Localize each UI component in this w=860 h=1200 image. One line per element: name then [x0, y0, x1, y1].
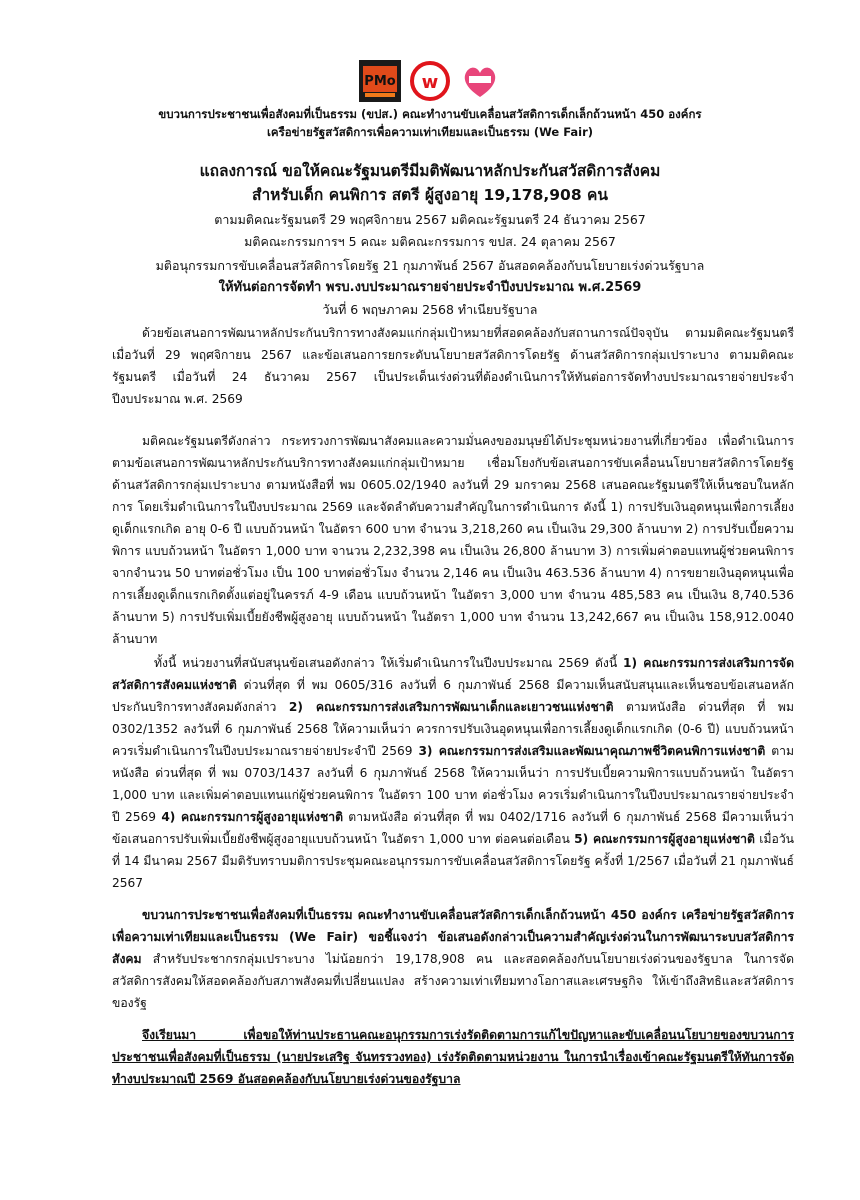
subtitle-line-3: มติอนุกรรมการขับเคลื่อนสวัสดิการโดยรัฐ 21 กุมภาพันธ์ 2567 อันสอดคล้องกับนโยบายเร่งด่วนรัฐบาล — [155, 258, 705, 273]
p4-text: สำหรับประชากรกลุ่มเปราะบาง ไม่น้อยกว่า 19,178,908 คน และสอดคล้องกับนโยบายเร่งด่วนของรัฐบาล ในการจัดสวัสดิการสังคมให้สอดคล้องกับสภาพสังคมที่เปลี่ยนแปลง สร้างความเท่าเทียมทางโอกาสและเศรษฐกิจ ให้เข้าถึงสิทธิและสวัสดิการของรัฐ — [112, 952, 794, 1010]
closing-paragraph: จึงเรียนมา เพื่อขอให้ท่านประธานคณะอนุกรรมการเร่งรัดติดตามการแก้ไขปัญหาและขับเคลื่อนนโยบายของขบวนการประชาชนเพื่อสังคมที่เป็นธรรม (นายประเสริฐ จันทรรวงทอง) เร่งรัดติดตามหน่วยงาน ในการนำเรื่องเข้าคณะรัฐมนตรีให้ทันการจัดทำงบประมาณปี 2569 อันสอดคล้องกับนโยบายเร่งด่วนของรัฐบาล — [112, 1028, 794, 1086]
p4-bold: ขบวนการประชาชนเพื่อสังคมที่เป็นธรรม คณะทำงานขับเคลื่อนสวัสดิการเด็กเล็กถ้วนหน้า 450 องค์กร เครือข่ายรัฐสวัสดิการเพื่อความเท่าเทียมและเป็นธรรม (We Fair) ขอชี้แจงว่า ข้อเสนอดังกล่าวเป็นความสำคัญเร่งด่วนในการพัฒนาระบบสวัสดิการสังคม — [112, 908, 794, 966]
p3-text-k: เมื่อวันที่ 14 มีนาคม 2567 มีมติรับทราบมติการประชุมคณะอนุกรรมการขับเคลื่อนสวัสดิการโดยรัฐ ครั้งที่ 1/2567 เมื่อวันที่ 21 กุมภาพันธ์ 2567 — [112, 832, 794, 890]
p3-text-g: ตามหนังสือ ด่วนที่สุด ที่ พม 0703/1437 ลงวันที่ 6 กุมภาพันธ์ 2568 ให้ความเห็นว่า การปรับเบี้ยความพิการแบบถ้วนหน้า ในอัตรา 1,000 บาท และเพิ่มค่าตอบแทนแก่ผู้ช่วยคนพิการ ในอัตรา 100 บาท ต่อชั่วโมง ควรเริ่มดำเนินการในปีงบประมาณรายจ่ายประจำปี 2569 — [112, 744, 794, 824]
subtitle-line-2: มติคณะกรรมการฯ 5 คณะ มติคณะกรรมการ ขปส. 24 ตุลาคม 2567 — [244, 234, 616, 249]
statement-title: แถลงการณ์ ขอให้คณะรัฐมนตรีมีมติพัฒนาหลักประกันสวัสดิการสังคม — [199, 162, 661, 180]
p3-text-i: ตามหนังสือ ด่วนที่สุด ที่ พม 0402/1716 ลงวันที่ 6 กุมภาพันธ์ 2568 มีความเห็นว่า ข้อเสนอการปรับเพิ่มเบี้ยยังชีพผู้สูงอายุแบบถ้วนหน้า ในอัตรา 1,000 บาท ต่อคนต่อเดือน — [112, 810, 794, 846]
p3-committee-4: 4) คณะกรรมการผู้สูงอายุแห่งชาติ — [161, 810, 343, 824]
paragraph-3 — [112, 652, 794, 894]
p3-committee-2: 2) คณะกรรมการส่งเสริมการพัฒนาเด็กและเยาวชนแห่งชาติ — [288, 700, 614, 714]
org-line-2: เครือข่ายรัฐสวัสดิการเพื่อความเท่าเทียมและเป็นธรรม (We Fair) — [266, 125, 594, 139]
paragraph-4 — [112, 904, 794, 1014]
p3-committee-3: 3) คณะกรรมการส่งเสริมและพัฒนาคุณภาพชีวิตคนพิการแห่งชาติ — [418, 744, 766, 758]
paragraph-2: มติคณะรัฐมนตรีดังกล่าว กระทรวงการพัฒนาสังคมและความมั่นคงของมนุษย์ได้ประชุมหน่วยงานที่เกี่ยวข้อง เพื่อดำเนินการตามข้อเสนอการพัฒนาหลักประกันบริการทางสังคมแก่กลุ่มเป้าหมาย เชื่อมโยงกับข้อเสนอการขับเคลื่อนนโยบายสวัสดิการโดยรัฐ ด้านสวัสดิการกลุ่มเปราะบาง ตามหนังสือที่ พม 0605.02/1940 ลงวันที่ 29 มกราคม 2568 เสนอคณะรัฐมนตรีให้เห็นชอบในหลักการ โดยเริ่มดำเนินการในปีงบประมาณ 2569 และจัดลำดับความสำคัญในการดำเนินการ ดังนี้ 1) การปรับเงินอุดหนุนเพื่อการเลี้ยงดูเด็กแรกเกิด อายุ 0-6 ปี แบบถ้วนหน้า ในอัตรา 600 บาท จำนวน 3,218,260 คน เป็นเงิน 29,300 ล้านบาท 2) การปรับเบี้ยความพิการ แบบถ้วนหน้า ในอัตรา 1,000 บาท จานวน 2,232,398 คน เป็นเงิน 26,800 ล้านบาท 3) การเพิ่มค่าตอบแทนผู้ช่วยคนพิการ จากจำนวน 50 บาทต่อชั่วโมง เป็น 100 บาทต่อชั่วโมง จำนวน 2,146 คน เป็นเงิน 463.536 ล้านบาท 4) การขยายเงินอุดหนุนเพื่อการเลี้ยงดูเด็กแรกเกิดตั้งแต่อยู่ในครรภ์ 4-9 เดือน แบบถ้วนหน้า ในอัตรา 3,000 บาท จำนวน 485,583 คน เป็นเงิน 8,740.536 ล้านบาท 5) การปรับเพิ่มเบี้ยยังชีพผู้สูงอายุ แบบถ้วนหน้า ในอัตรา 1,000 บาท จำนวน 13,242,667 คน เป็นเงิน 158,912.0040 ล้านบาท — [112, 434, 794, 646]
statement-title-line-2: สำหรับเด็ก คนพิการ สตรี ผู้สูงอายุ 19,178,908 คน — [252, 186, 608, 204]
logo-row — [0, 60, 860, 106]
svg-text:w: w — [421, 72, 439, 93]
p3-text-e: ตามหนังสือ ด่วนที่สุด ที่ พม 0302/1352 ลงวันที่ 6 กุมภาพันธ์ 2568 ให้ความเห็นว่า ควรการปรับเงินอุดหนุนเพื่อการเลี้ยงดูเด็กแรกเกิด (0-6 ปี) แบบถ้วนหน้า ควรเริ่มดำเนินการในปีงบประมาณรายจ่ายประจำปี 2569 — [112, 700, 794, 758]
p3-committee-5: 5) คณะกรรมการผู้สูงอายุแห่งชาติ — [574, 832, 755, 846]
subtitle-line-1: ตามมติคณะรัฐมนตรี 29 พฤศจิกายน 2567 มติคณะรัฐมนตรี 24 ธันวาคม 2567 — [214, 212, 646, 227]
wefair-logo — [459, 60, 501, 102]
subtitle-line-4: ให้ทันต่อการจัดทำ พรบ.งบประมาณรายจ่ายประจำปีงบประมาณ พ.ศ.2569 — [218, 280, 642, 295]
p3-text-c: ด่วนที่สุด ที่ พม 0605/316 ลงวันที่ 6 กุมภาพันธ์ 2568 มีความเห็นสนับสนุนและเห็นชอบข้อเสนอหลักประกันบริการทางสังคมดังกล่าว — [112, 678, 794, 714]
paragraph-1: ด้วยข้อเสนอการพัฒนาหลักประกันบริการทางสังคมแก่กลุ่มเป้าหมายที่สอดคล้องกับสถานการณ์ปัจจุบัน ตามมติคณะรัฐมนตรี เมื่อวันที่ 29 พฤศจิกายน 2567 และข้อเสนอการยกระดับนโยบายสวัสดิการโดยรัฐ ด้านสวัสดิการกลุ่มเปราะบาง ตามมติคณะรัฐมนตรี เมื่อวันที่ 24 ธันวาคม 2567 เป็นประเด็นเร่งด่วนที่ต้องดำเนินการให้ทันต่อการจัดทำงบประมาณรายจ่ายประจำปีงบประมาณ พ.ศ. 2569 — [112, 326, 794, 406]
p3-committee-1: 1) คณะกรรมการส่งเสริมการจัดสวัสดิการสังคมแห่งชาติ — [112, 656, 794, 692]
svg-text:PMo: PMo — [364, 74, 396, 89]
org-line-1: ขบวนการประชาชนเพื่อสังคมที่เป็นธรรม (ขปส.) คณะทำงานขับเคลื่อนสวัสดิการเด็กเล็กถ้วนหน้า 450 องค์กร — [158, 107, 702, 121]
date-line: วันที่ 6 พฤษภาคม 2568 ทำเนียบรัฐบาล — [322, 302, 538, 317]
p3-text-a: ทั้งนี้ หน่วยงานที่สนับสนุนข้อเสนอดังกล่าว ให้เริ่มดำเนินการในปีงบประมาณ 2569 ดังนี้ — [154, 656, 624, 670]
pmove-logo — [359, 60, 401, 102]
w-logo — [409, 60, 451, 102]
